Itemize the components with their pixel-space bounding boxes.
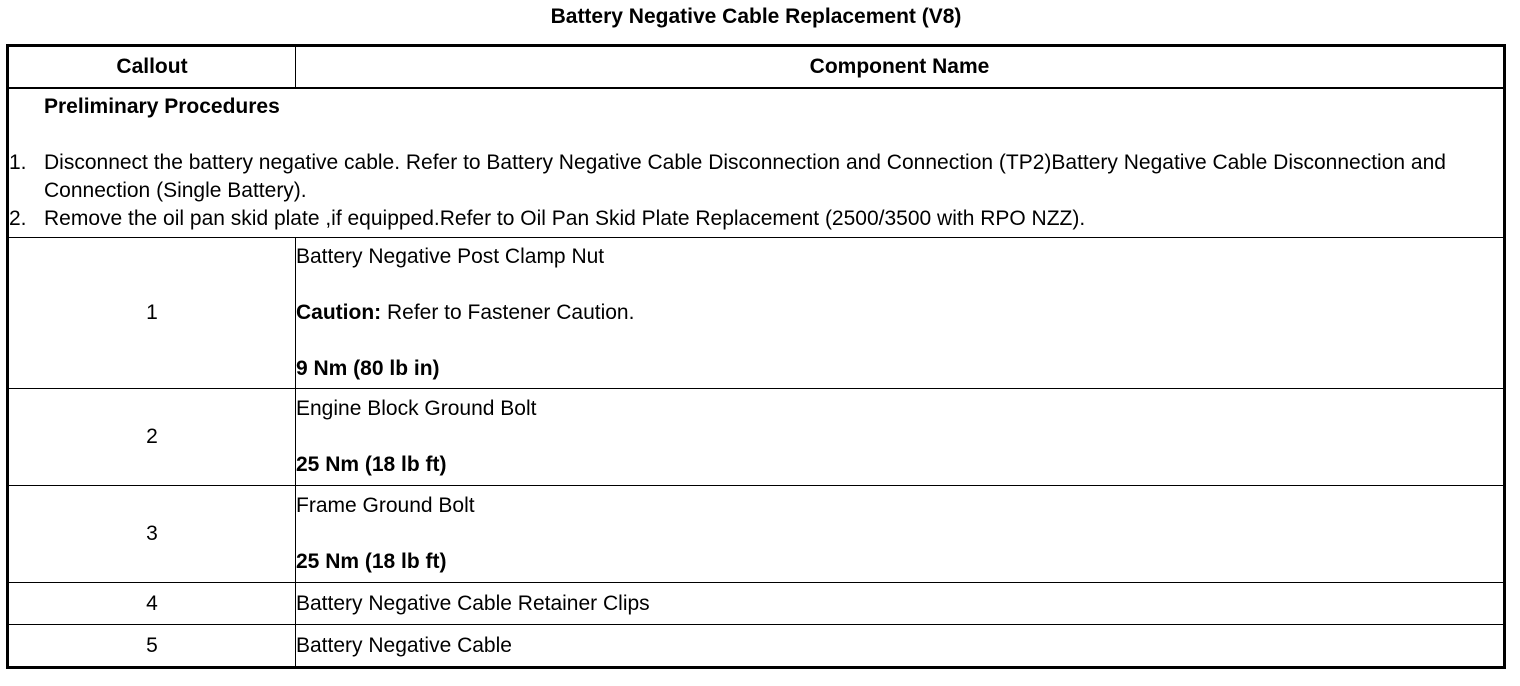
table-row: [8, 625, 1505, 668]
torque-spec: 25 Nm (18 lb ft): [296, 550, 447, 573]
component-name: Battery Negative Post Clamp Nut: [296, 245, 605, 268]
caution-text: Refer to Fastener Caution.: [381, 301, 635, 324]
preliminary-steps: [9, 149, 1503, 233]
component-name: Engine Block Ground Bolt: [296, 397, 537, 420]
document-title: Battery Negative Cable Replacement (V8): [550, 5, 962, 28]
table-row: [8, 238, 1505, 389]
preliminary-heading: Preliminary Procedures: [44, 95, 280, 118]
preliminary-step: [9, 149, 1503, 205]
header-callout: Callout: [8, 46, 296, 89]
caution-note: [296, 299, 1503, 327]
callout-cell: 3: [8, 486, 296, 583]
callout-cell: 2: [8, 389, 296, 486]
step-text: Disconnect the battery negative cable. Refer to Battery Negative Cable Disconnection and Connection (TP2)Battery Negative Cable Disconnection and Connection (Single Battery).: [44, 151, 1446, 202]
component-table: [6, 44, 1506, 669]
caution-label: Caution:: [296, 301, 382, 324]
component-cell: [296, 238, 1505, 389]
step-text: Remove the oil pan skid plate ,if equipped.Refer to Oil Pan Skid Plate Replacement (2500/3500 with RPO NZZ).: [44, 207, 1086, 230]
component-name: Frame Ground Bolt: [296, 494, 475, 517]
callout-cell: 5: [8, 625, 296, 668]
component-cell: [296, 486, 1505, 583]
callout-cell: 4: [8, 583, 296, 625]
table-header-row: [8, 46, 1505, 89]
table-row: [8, 389, 1505, 486]
component-name: Battery Negative Cable: [296, 625, 1505, 668]
preliminary-procedures: [8, 88, 1505, 238]
table-row: [8, 583, 1505, 625]
callout-cell: 1: [8, 238, 296, 389]
table-row: [8, 486, 1505, 583]
preliminary-step: [9, 205, 1503, 233]
torque-spec: 9 Nm (80 lb in): [296, 357, 440, 380]
component-cell: [296, 389, 1505, 486]
header-component-name: Component Name: [296, 46, 1505, 89]
step-number: 2.: [9, 207, 27, 230]
step-number: 1.: [9, 151, 27, 174]
component-name: Battery Negative Cable Retainer Clips: [296, 583, 1505, 625]
preliminary-row: [8, 88, 1505, 238]
torque-spec: 25 Nm (18 lb ft): [296, 453, 447, 476]
